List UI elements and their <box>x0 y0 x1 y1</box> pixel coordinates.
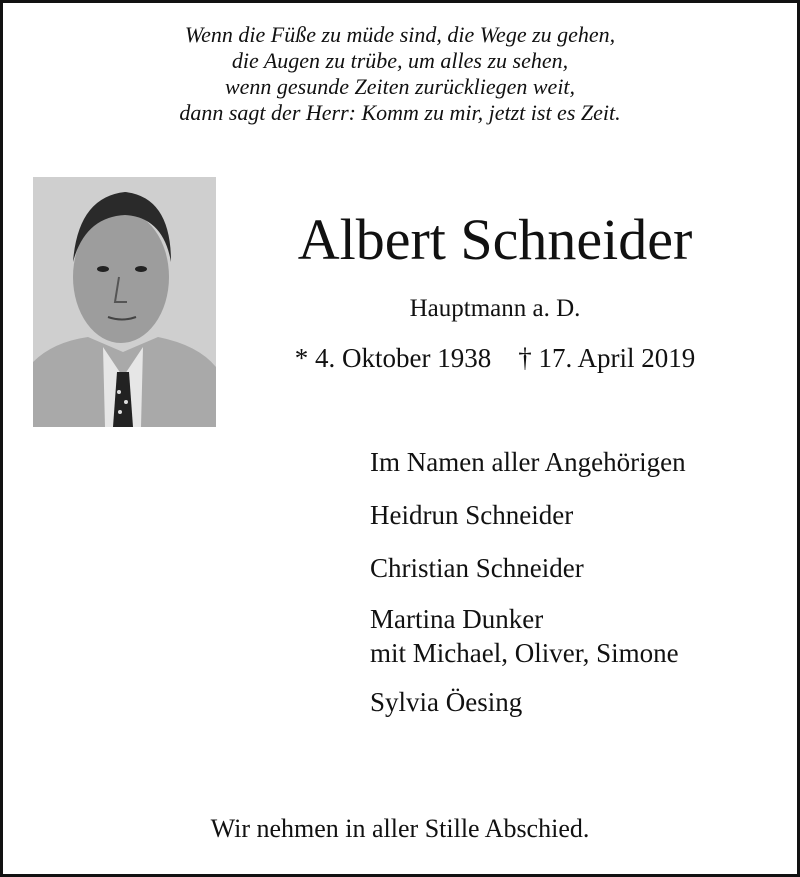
portrait-illustration <box>33 177 216 427</box>
poem-line: die Augen zu trübe, um alles zu sehen, <box>231 48 569 73</box>
poem-line: wenn gesunde Zeiten zurückliegen weit, <box>224 74 576 99</box>
poem-line: Wenn die Füße zu müde sind, die Wege zu gehen, <box>184 22 616 47</box>
family-intro: Im Namen aller Angehörigen <box>370 447 686 477</box>
family-member: mit Michael, Oliver, Simone <box>370 638 679 668</box>
poem <box>0 22 800 126</box>
life-dates: * 4. Oktober 1938 † 17. April 2019 <box>294 343 696 373</box>
family-member: Heidrun Schneider <box>370 500 574 530</box>
family-member: Martina Dunker <box>370 604 544 634</box>
portrait-photo <box>33 177 216 427</box>
deceased-rank: Hauptmann a. D. <box>409 295 581 322</box>
family-list <box>370 445 686 719</box>
closing-line: Wir nehmen in aller Stille Abschied. <box>210 814 590 843</box>
family-member: Sylvia Öesing <box>370 687 523 717</box>
family-member: Christian Schneider <box>370 553 584 583</box>
poem-line: dann sagt der Herr: Komm zu mir, jetzt ist es Zeit. <box>179 100 621 125</box>
deceased-name: Albert Schneider <box>297 207 693 272</box>
